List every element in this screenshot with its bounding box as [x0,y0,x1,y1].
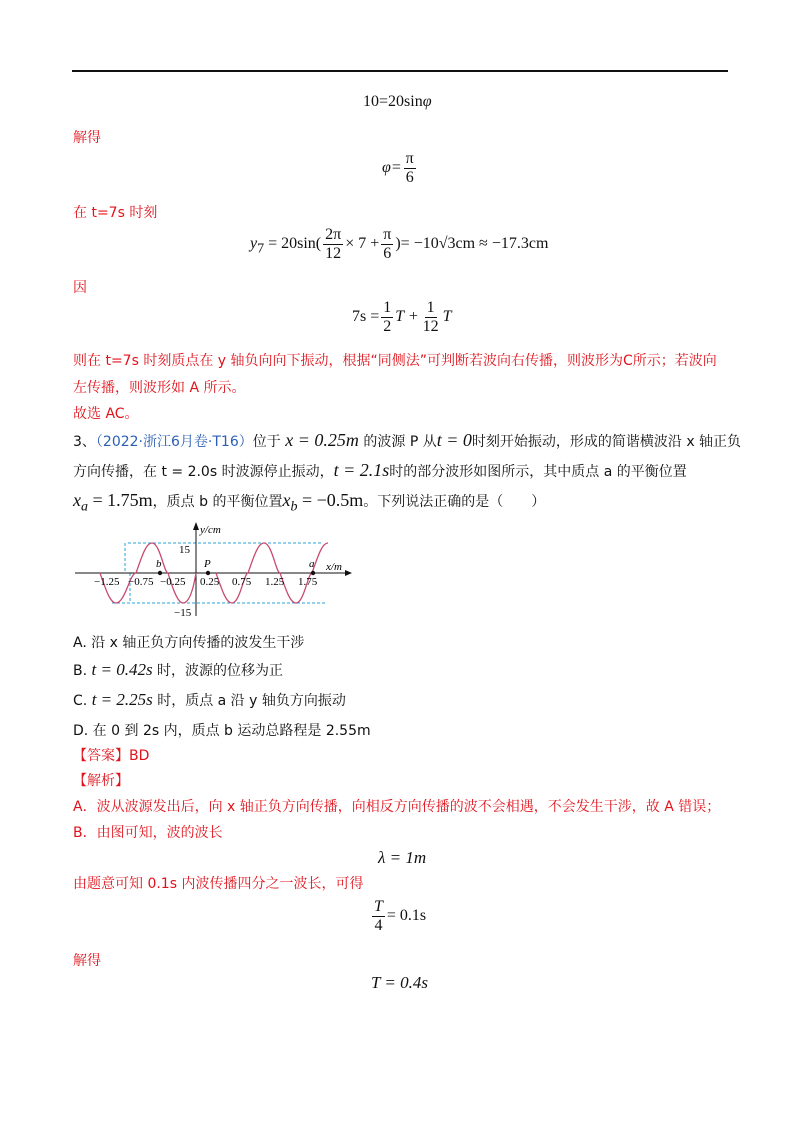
option-b: B. t = 0.42s 时，波源的位移为正 [73,660,284,679]
analysis-label: 【解析】 [73,773,129,789]
point-b-label: b [156,558,162,570]
conclusion-line-1: 则在 t=7s 时刻质点在 y 轴负向向下振动，根据“同侧法”可判断若波向右传播，则波形为C所示；若波向 [73,353,717,369]
x-tick-label: −0.75 [128,576,154,588]
x-tick-label: −0.25 [160,576,186,588]
point-b-dot [158,571,162,575]
equation-7s: 7s = $\frac{1}{2}$ T + $\frac{1}{12}$ T [352,299,452,335]
equation-sin-phi: 10=20sinφ [363,93,432,110]
x-tick-label: 0.25 [200,576,220,588]
x-axis-label: x/m [326,561,342,573]
y-axis-label: y/cm [200,524,221,536]
analysis-a-line: A．波从波源发出后，向 x 轴正负方向传播，向相反方向传播的波不会相遇，不会发生干涉，故 A 错误； [73,799,721,815]
question-line-3: $x_a = 1.75m$，质点 b 的平衡位置$x_b = -0.5m$。下列说法正确的是（ ） [73,490,546,515]
point-p-dot [206,571,210,575]
header-rule [72,70,728,72]
equation-lambda: λ = 1m [378,848,427,867]
question-line-2: 方向传播，在 t = 2.0s 时波源停止振动，t = 2.1s时的部分波形如图所示，其中质点 a 的平衡位置 [73,460,687,480]
y-tick-bottom: −15 [174,607,192,619]
answer-label: 【答案】BD [73,748,150,764]
at-t7-label: 在 t=7s 时刻 [73,205,158,221]
x-tick-label: 1.25 [265,576,285,588]
because-label: 因 [73,280,87,296]
option-a: A. 沿 x 轴正负方向传播的波发生干涉 [73,635,305,651]
choose-label: 故选 AC。 [73,406,139,422]
solve-label-2: 解得 [73,953,101,969]
analysis-b-line: B．由图可知，波的波长 [73,825,223,841]
equation-t4: $\frac{T}{4}$ = 0.1s [374,898,427,934]
solve-label-1: 解得 [73,130,101,146]
equation-y7: $y_7 = 20\sin$( $\frac{2\pi}{12}$ × 7 + $\frac{\pi}{6}$ )= −10√3cm ≈ −17.3cm [250,226,549,262]
point-a-dot [311,571,315,575]
question-line-1: 3、（2022·浙江6月卷·T16）位于 x = 0.25m 的波源 P 从t = 0时刻开始振动，形成的简谐横波沿 x 轴正负 [73,430,742,450]
question-source: （2022·浙江6月卷·T16） [95,434,253,450]
x-tick-label: −1.25 [94,576,120,588]
option-d: D. 在 0 到 2s 内，质点 b 运动总路程是 2.55m [73,723,371,739]
equation-phi: φ= $\frac{\pi}{6}$ [382,150,414,186]
y-tick-top: 15 [179,544,190,556]
x-axis-arrow [345,570,352,576]
x-ticks [94,576,318,588]
equation-period: T = 0.4s [371,973,428,992]
question-number: 3、 [73,434,96,450]
y-axis-arrow [193,522,199,530]
x-tick-label: 0.75 [232,576,252,588]
wave-figure [70,520,360,620]
x-tick-label: 1.75 [298,576,318,588]
point-p-label: P [204,558,211,570]
option-c: C. t = 2.25s 时，质点 a 沿 y 轴负方向振动 [73,690,346,709]
known-line: 由题意可知 0.1s 内波传播四分之一波长，可得 [73,876,364,892]
conclusion-line-2: 左传播，则波形如 A 所示。 [73,380,246,396]
point-a-label: a [309,558,315,570]
